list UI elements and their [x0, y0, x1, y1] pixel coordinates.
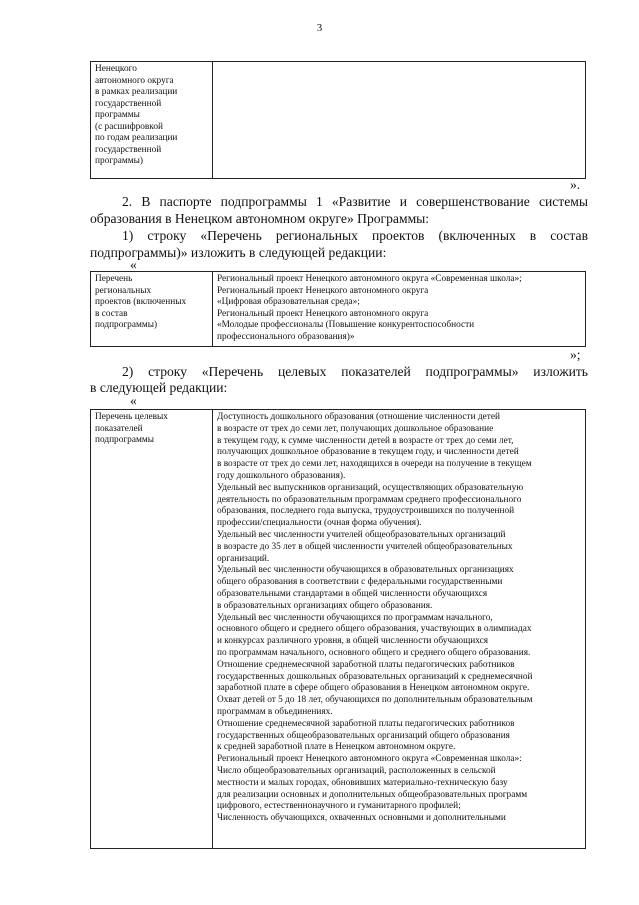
- projects-table-right-text: [213, 272, 585, 343]
- projects-table-left-cell: [91, 272, 213, 346]
- cell-line: автономного округа: [95, 75, 174, 86]
- cell-line: показателей: [95, 423, 143, 434]
- cell-line: Перечень: [95, 274, 133, 284]
- projects-table-left-text: [91, 272, 212, 332]
- cell-line: в состав: [95, 308, 128, 319]
- cell-line: программы: [95, 110, 140, 120]
- cell-line: по годам реализации: [95, 133, 178, 143]
- cell-line: в текущем году, к сумме численности детей в возрасте от трех до семи лет,: [217, 435, 514, 446]
- cell-line: образования, последнего года выпуска, трудоустроившихся по полученной: [217, 506, 515, 517]
- cell-line: Отношение среднемесячной заработной платы педагогических работников: [217, 718, 515, 729]
- cell-line: Удельный вес численности учителей общеобразовательных организаций: [217, 529, 506, 540]
- cell-line: профессии/специальности (очная форма обучения).: [217, 518, 422, 529]
- cell-line: государственной: [95, 144, 162, 155]
- projects-table-right-cell: [213, 272, 585, 346]
- cell-line: деятельность по образовательным программам среднего профессионального: [217, 494, 522, 505]
- indicators-table-left-text: [91, 410, 212, 447]
- cell-line: программам в объединениях.: [217, 706, 333, 717]
- cell-line: местности и малых городах, обновивших материально-техническую базу: [217, 777, 508, 788]
- cell-line: Региональный проект Ненецкого автономного округа: [217, 308, 429, 319]
- cell-line: в возрасте от трех до семи лет, получающих дошкольное образование: [217, 423, 494, 434]
- cell-line: общего образования в соответствии с федеральными государственными: [217, 577, 503, 588]
- cell-line: подпрограммы: [95, 435, 154, 445]
- cell-line: для реализации основных и дополнительных общеобразовательных программ: [217, 789, 528, 800]
- opening-quote-1: «: [130, 257, 137, 272]
- cell-line: к средней заработной плате в Ненецком автономном округе.: [217, 742, 456, 753]
- indicators-table-right-text: [213, 410, 585, 825]
- cell-line: профессионального образования)»: [217, 331, 355, 342]
- cell-line: Удельный вес выпускников организаций, осуществляющих образовательную: [217, 482, 524, 493]
- top-table-left-cell: [91, 62, 213, 178]
- cell-line: «Молодые профессионалы (Повышение конкурентоспособности: [217, 320, 475, 330]
- item2-1-line2: подпрограммы)» изложить в следующей редакции:: [90, 245, 387, 260]
- cell-line: Ненецкого: [95, 64, 137, 74]
- cell-line: Региональный проект Ненецкого автономного округа: [217, 285, 429, 296]
- cell-line: и конкурсах различного уровня, в общей численности обучающихся: [217, 636, 489, 647]
- cell-line: государственных общеобразовательных организаций общего образования: [217, 730, 510, 741]
- cell-line: подпрограммы): [95, 320, 158, 330]
- indicators-table-left-cell: [91, 410, 213, 848]
- opening-quote-2: «: [130, 393, 137, 408]
- item2-2-line1: 2) строку «Перечень целевых показателей подпрограммы» изложить: [122, 364, 588, 379]
- cell-line: Региональный проект Ненецкого автономного округа «Современная школа»:: [217, 754, 522, 765]
- cell-line: в образовательных организациях общего образования.: [217, 600, 433, 611]
- page-number: 3: [316, 22, 323, 34]
- top-table-left-text: [91, 62, 212, 168]
- cell-line: Региональный проект Ненецкого автономного округа «Современная школа»;: [217, 274, 522, 284]
- cell-line: Удельный вес численности обучающихся по программам начального,: [217, 612, 493, 623]
- cell-line: программы): [95, 156, 143, 166]
- item2-line1: 2. В паспорте подпрограммы 1 «Развитие и совершенствование системы: [122, 194, 588, 209]
- cell-line: образовательными стандартами в общей численности обучающихся: [217, 588, 488, 599]
- projects-table: [90, 271, 586, 347]
- cell-line: получающих дошкольное образование в текущем году, и численности детей: [217, 447, 519, 458]
- cell-line: году дошкольного образования).: [217, 470, 346, 481]
- cell-line: Доступность дошкольного образования (отношение численности детей: [217, 412, 500, 422]
- cell-line: Число общеобразовательных организаций, расположенных в сельской: [217, 765, 496, 776]
- cell-line: Численность обучающихся, охваченных основными и дополнительными: [217, 813, 506, 824]
- cell-line: в возрасте от трех до семи лет, находящихся в очереди на получение в текущем: [217, 459, 532, 470]
- item2-1-line1: 1) строку «Перечень региональных проектов (включенных в состав: [122, 228, 588, 243]
- top-table-right-cell: [213, 62, 585, 178]
- cell-line: региональных: [95, 285, 152, 296]
- top-table: [90, 61, 586, 179]
- closing-quote-2: »;: [570, 347, 581, 362]
- cell-line: основного общего и среднего общего образования, участвующих в олимпиадах: [217, 624, 532, 635]
- closing-quote-1: ».: [570, 177, 581, 192]
- cell-line: заработной плате в сфере общего образования в Ненецком автономном округе.: [217, 683, 530, 694]
- indicators-table-right-cell: [213, 410, 585, 848]
- cell-line: Перечень целевых: [95, 412, 168, 422]
- cell-line: организаций.: [217, 553, 270, 564]
- cell-line: Удельный вес численности обучающихся в образовательных организациях: [217, 565, 514, 576]
- cell-line: Охват детей от 5 до 18 лет, обучающихся по дополнительным образовательным: [217, 695, 533, 706]
- item2-2-line2: в следующей редакции:: [90, 380, 228, 395]
- cell-line: проектов (включенных: [95, 297, 187, 307]
- cell-line: цифрового, естественнонаучного и гуманитарного профилей;: [217, 801, 461, 812]
- indicators-table: [90, 409, 586, 849]
- cell-line: государственных дошкольных образовательных организаций к среднемесячной: [217, 671, 533, 682]
- cell-line: по программам начального, основного общего и среднего общего образования.: [217, 647, 531, 658]
- cell-line: «Цифровая образовательная среда»;: [217, 297, 360, 307]
- cell-line: в рамках реализации: [95, 87, 178, 97]
- cell-line: (с расшифровкой: [95, 121, 163, 132]
- cell-line: государственной: [95, 98, 162, 109]
- item2-line2: образования в Ненецком автономном округе» Программы:: [90, 211, 430, 226]
- cell-line: в возрасте до 35 лет в общей численности учителей общеобразовательных: [217, 541, 513, 552]
- cell-line: Отношение среднемесячной заработной платы педагогических работников: [217, 659, 515, 670]
